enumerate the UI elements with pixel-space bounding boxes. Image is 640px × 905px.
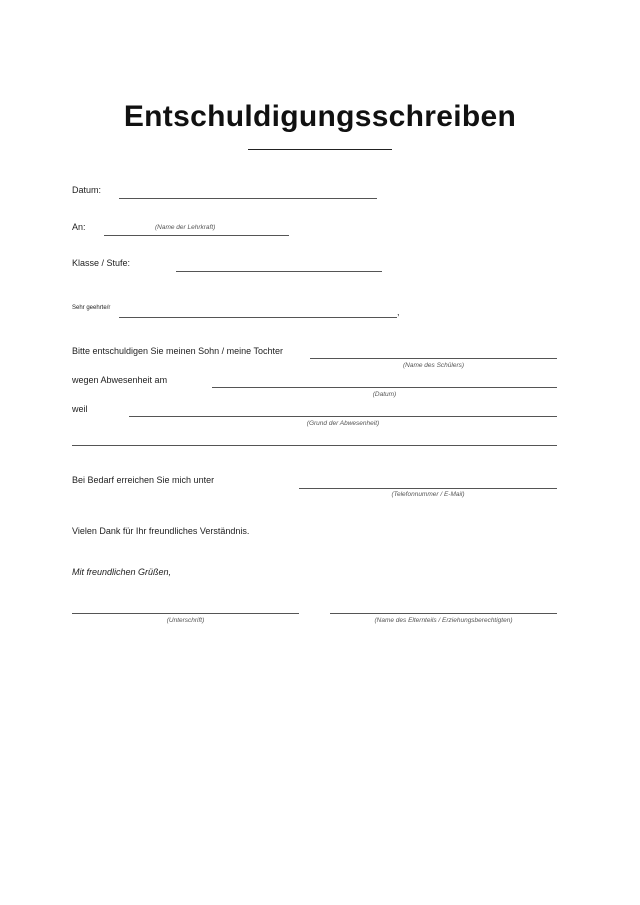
teacher-name-hint: (Name der Lehrkraft) [155,224,216,231]
contact-text: Bei Bedarf erreichen Sie mich unter [72,475,215,485]
reason-extra-line[interactable] [72,445,557,446]
absence-date-text: wegen Abwesenheit am [72,375,168,385]
contact-line[interactable] [299,488,557,489]
title-underline [248,149,392,150]
class-input-line[interactable] [176,271,382,272]
signature-hint: (Unterschrift) [166,617,205,624]
parent-name-hint: (Name des Elternteils / Erziehungsberechtigten) [374,617,513,624]
excuse-student-text: Bitte entschuldigen Sie meinen Sohn / meine Tochter [72,346,283,356]
salutation-label: Sehr geehrte/r [72,305,111,311]
student-name-hint: (Name des Schülers) [402,362,465,369]
salutation-comma: , [397,307,400,317]
absence-date-line[interactable] [212,387,557,388]
salutation-name-line[interactable] [119,317,397,318]
date-label: Datum: [72,185,102,195]
student-name-line[interactable] [310,358,557,359]
closing-text: Mit freundlichen Grüßen, [72,567,172,577]
reason-text: weil [72,404,88,414]
parent-name-line[interactable] [330,613,557,614]
reason-hint: (Grund der Abwesenheit) [306,420,380,427]
teacher-name-line[interactable] [104,235,289,236]
thanks-text: Vielen Dank für Ihr freundliches Verständnis. [72,526,250,536]
date-input-line[interactable] [119,198,377,199]
signature-line[interactable] [72,613,299,614]
to-label: An: [72,222,86,232]
reason-line[interactable] [129,416,557,417]
page-title: Entschuldigungsschreiben [123,100,517,133]
contact-hint: (Telefonnummer / E-Mail) [391,491,465,498]
absence-date-hint: (Datum) [372,391,397,398]
class-label: Klasse / Stufe: [72,258,131,268]
